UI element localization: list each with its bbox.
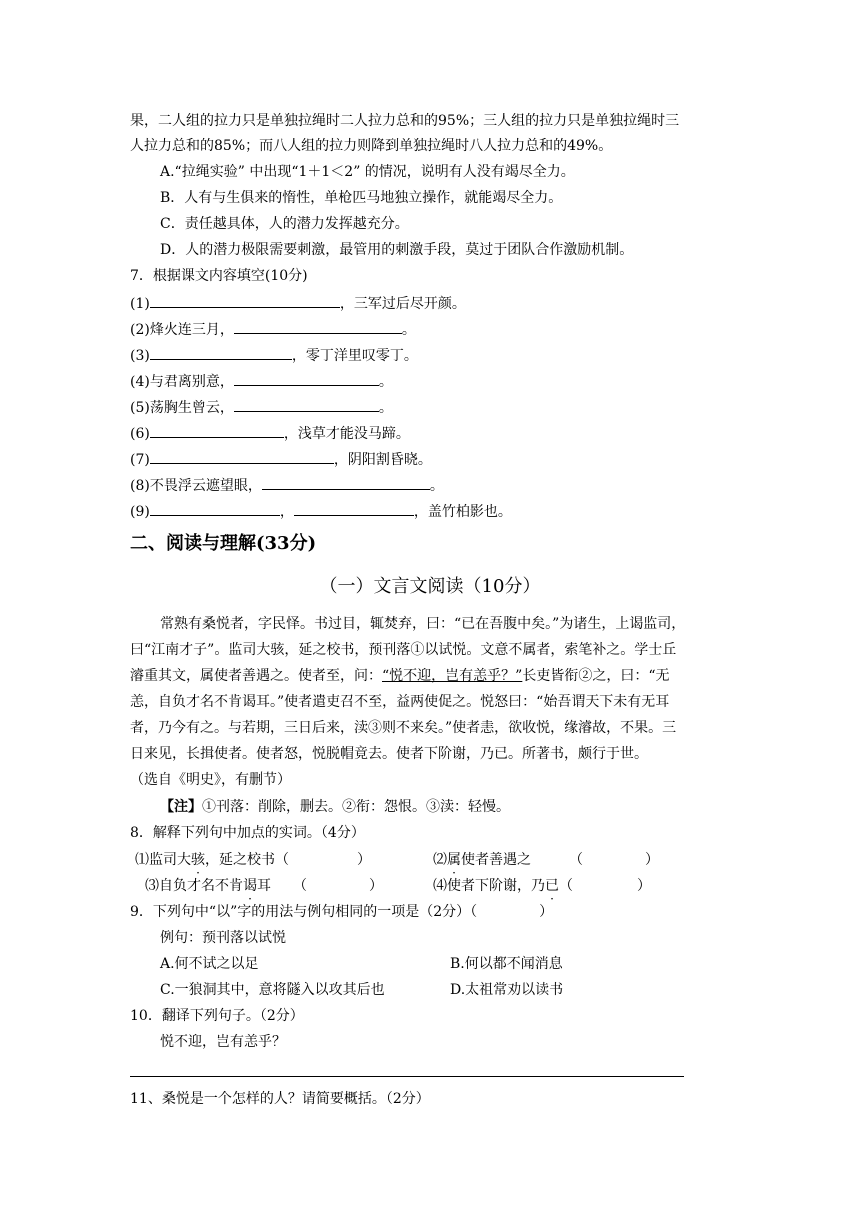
passage-source: （选自《明史》，有删节） (130, 772, 291, 788)
fill-item-8-suffix: 。 (429, 478, 444, 494)
answer-blank[interactable] (234, 371, 379, 386)
q8-close-paren: ） (357, 852, 371, 868)
note-label: 【注】 (160, 799, 202, 815)
q8-text: （ (559, 878, 573, 894)
fill-item-1-prefix: (1) (130, 296, 150, 312)
fill-item-9-suffix: ，盖竹柏影也。 (413, 504, 512, 520)
fill-item-2-suffix: 。 (401, 322, 416, 338)
answer-blank[interactable] (150, 501, 280, 516)
q8-text: 耳 (257, 878, 271, 894)
fill-item-5-prefix: (5)荡胸生曾云， (130, 400, 234, 416)
question-8-title: 8．解释下列句中加点的实词。（4分） (130, 825, 365, 841)
q8-item-3 (145, 876, 383, 895)
fill-item-9 (130, 501, 512, 521)
q8-text: 使者善遇之 (461, 852, 531, 868)
q8-item-4 (433, 876, 651, 895)
passage-line: 曰“江南才子”。监司大骇，延之校书，预刊落①以试悦。文意不属者，索笔补之。学士丘 (130, 642, 677, 658)
question-7-title: 7．根据课文内容填空(10分) (130, 268, 308, 284)
fill-item-5 (130, 397, 393, 417)
fill-item-6 (130, 423, 410, 443)
fill-item-7-suffix: ，阴阳割昏晓。 (333, 452, 432, 468)
dotted-word: 属 (447, 852, 461, 868)
answer-blank[interactable] (150, 345, 292, 360)
dotted-word: 谒 (243, 878, 257, 894)
paragraph-line: 人拉力总和的85%；而八人组的拉力则降到单独拉绳时八人拉力总和的49%。 (130, 138, 613, 154)
dotted-word: 骇 (191, 852, 205, 868)
q8-close-paren: ） (637, 878, 651, 894)
answer-blank[interactable] (262, 475, 430, 490)
q8-open-paren: （ (569, 852, 583, 868)
question-10-title: 10．翻译下列句子。（2分） (130, 1008, 304, 1024)
q8-text: ⑷使者下阶谢，乃 (433, 878, 545, 894)
answer-blank[interactable] (234, 397, 379, 412)
paragraph-line: 果，二人组的拉力只是单独拉绳时二人拉力总和的95%；三人组的拉力只是单独拉绳时三 (130, 113, 680, 129)
q8-item-2 (433, 850, 659, 869)
passage-line: 恙，自负才名不肯谒耳。”使者遣吏召不至，益两使促之。悦怒曰：“始吾谓天下未有无耳 (130, 694, 670, 710)
answer-space[interactable] (573, 876, 637, 890)
fill-item-2 (130, 319, 416, 339)
section-subtitle: （一）文言文阅读（10分） (319, 576, 541, 597)
fill-item-4 (130, 371, 393, 391)
passage-line (130, 667, 670, 685)
section-heading: 二、阅读与理解(33分) (130, 533, 317, 554)
q9-option-b: B.何以都不闻消息 (450, 956, 563, 972)
answer-space[interactable] (477, 902, 539, 916)
answer-blank[interactable] (234, 319, 402, 334)
q8-open-paren: （ (293, 878, 307, 894)
option-d: D．人的潜力极限需要刺激，最管用的刺激手段，莫过于团队合作激励机制。 (160, 242, 634, 258)
fill-item-5-suffix: 。 (378, 400, 393, 416)
fill-item-7-prefix: (7) (130, 452, 150, 468)
answer-blank[interactable] (150, 449, 334, 464)
answer-space[interactable] (289, 850, 357, 864)
note-text: ①刊落：削除，删去。②衔：怨恨。③渎：轻慢。 (202, 799, 510, 815)
fill-item-1-suffix: ，三军过后尽开颜。 (339, 296, 466, 312)
q8-close-paren: ） (645, 852, 659, 868)
passage-note (160, 798, 510, 816)
passage-text: 濬重其文，属使者善遇之。使者至，问： (130, 668, 382, 684)
answer-space[interactable] (307, 876, 369, 890)
fill-item-9-mid: ， (279, 504, 294, 520)
answer-blank[interactable] (294, 501, 414, 516)
fill-item-4-suffix: 。 (378, 374, 393, 390)
dotted-word: 已 (545, 878, 559, 894)
fill-item-7 (130, 449, 432, 469)
fill-item-9-prefix: (9) (130, 504, 150, 520)
answer-space[interactable] (583, 850, 645, 864)
q8-text: ⑶自负才名不肯 (145, 878, 243, 894)
passage-text: 长吏皆衔②之，曰：“无 (522, 668, 670, 684)
q10-sentence: 悦不迎，岂有恙乎？ (160, 1034, 286, 1050)
q8-item-1 (135, 850, 371, 869)
underlined-sentence: “悦不迎，岂有恙乎？” (382, 668, 523, 684)
question-11-title: 11、桑悦是一个怎样的人？请简要概括。（2分） (130, 1091, 430, 1107)
q9-option-c: C.一狼洞其中，意将隧入以攻其后也 (160, 982, 385, 998)
fill-item-3 (130, 345, 418, 365)
option-c: C．责任越具体，人的潜力发挥越充分。 (160, 216, 409, 232)
fill-item-2-prefix: (2)烽火连三月， (130, 322, 234, 338)
q8-close-paren: ） (369, 878, 383, 894)
fill-item-6-suffix: ，浅草才能没马蹄。 (283, 426, 410, 442)
fill-item-1 (130, 293, 466, 313)
fill-item-6-prefix: (6) (130, 426, 150, 442)
answer-blank[interactable] (150, 293, 340, 308)
q9-close-paren: ） (539, 904, 554, 920)
q8-text: ⑴监司大 (135, 852, 191, 868)
q8-text: ，延之校书（ (205, 852, 289, 868)
fill-item-4-prefix: (4)与君离别意， (130, 374, 234, 390)
fill-item-3-prefix: (3) (130, 348, 150, 364)
passage-line: 日来见，长揖使者。使者怒，悦脱帽竟去。使者下阶谢，乃已。所著书，颇行于世。 (130, 746, 648, 762)
passage-line: 常熟有桑悦者，字民怿。书过目，辄焚弃，曰：“已在吾腹中矣。”为诸生，上谒监司， (160, 616, 686, 632)
q9-example: 例句：预刊落以试悦 (160, 930, 286, 946)
fill-item-8 (130, 475, 444, 495)
option-a: A.“拉绳实验” 中出现“1＋1＜2” 的情况，说明有人没有竭尽全力。 (160, 164, 575, 180)
q9-option-d: D.太祖常劝以读书 (450, 982, 564, 998)
q9-option-a: A.何不试之以足 (160, 956, 259, 972)
passage-line: 者，乃今有之。与若期，三日后来，渎③则不来矣。”使者恚，欲收悦，缘濬故，不果。三 (130, 720, 677, 736)
option-b: B．人有与生俱来的惰性，单枪匹马地独立操作，就能竭尽全力。 (160, 190, 563, 206)
fill-item-8-prefix: (8)不畏浮云遮望眼， (130, 478, 262, 494)
fill-item-3-suffix: ，零丁洋里叹零丁。 (291, 348, 418, 364)
answer-blank[interactable] (150, 423, 284, 438)
answer-line[interactable] (130, 1076, 684, 1077)
q8-text: ⑵ (433, 852, 447, 868)
q9-title-text: 9．下列句中“以”字的用法与例句相同的一项是（2分）（ (130, 904, 478, 920)
question-9-title (130, 902, 553, 921)
